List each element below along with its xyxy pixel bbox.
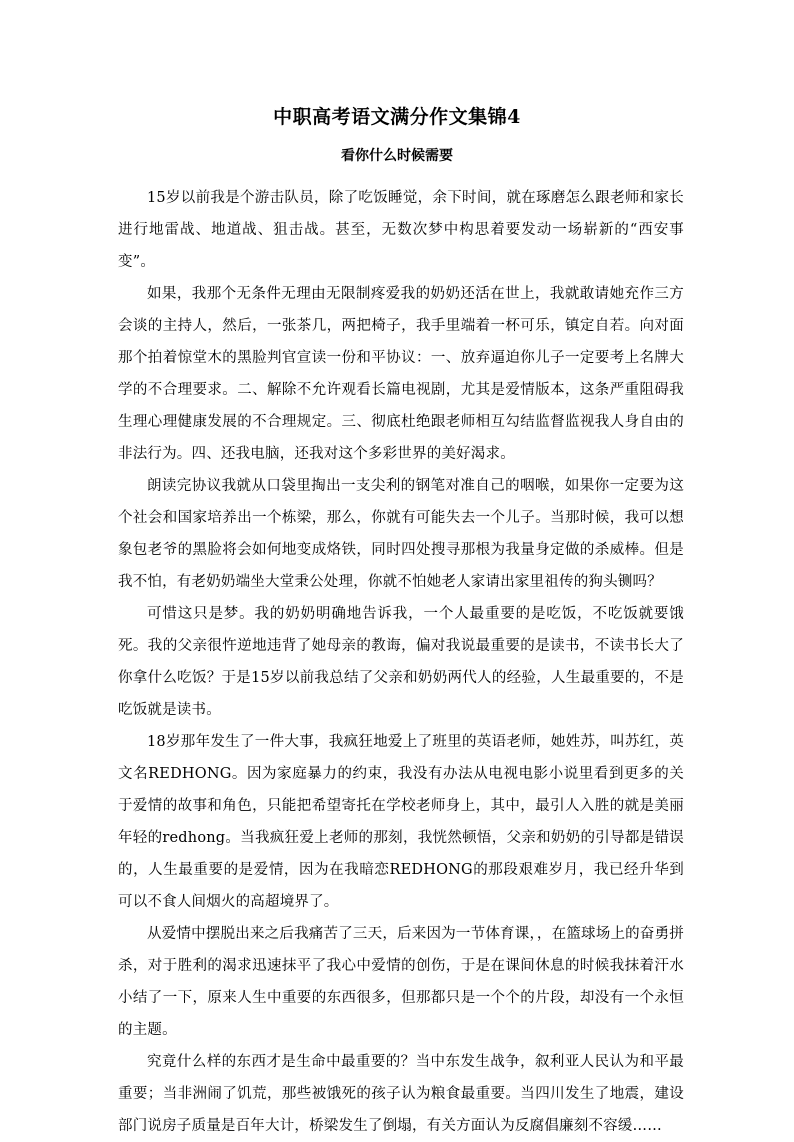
essay-paragraph: 18岁那年发生了一件大事，我疯狂地爱上了班里的英语老师，她姓苏，叫苏红，英文名REDHONG。因为家庭暴力的约束，我没有办法从电视电影小说里看到更多的关于爱情的故事和角色，只能把希望寄托在学校老师身上，其中，最引人入胜的就是美丽年轻的redhong。当我疯狂爱上老师的那刻，我恍然顿悟，父亲和奶奶的引导都是错误的，人生最重要的是爱情，因为在我暗恋REDHONG的那段艰难岁月，我已经升华到可以不食人间烟火的高超境界了。 xyxy=(118,734,684,910)
essay-paragraph: 从爱情中摆脱出来之后我痛苦了三天，后来因为一节体育课，，在篮球场上的奋勇拼杀，对于胜利的渴求迅速抹平了我心中爱情的创伤，于是在课间休息的时候我抹着汗水小结了一下，原来人生中重要的东西很多，但那都只是一个个的片段，却没有一个永恒的主题。 xyxy=(118,926,684,1038)
essay-paragraph: 如果，我那个无条件无理由无限制疼爱我的奶奶还活在世上，我就敢请她充作三方会谈的主持人，然后，一张茶几，两把椅子，我手里端着一杯可乐，镇定自若。向对面那个拍着惊堂木的黑脸判官宣读一份和平协议：一、放弃逼迫你儿子一定要考上名牌大学的不合理要求。二、解除不允许观看长篇电视剧，尤其是爱情版本，这条严重阻碍我生理心理健康发展的不合理规定。三、彻底杜绝跟老师相互勾结监督监视我人身自由的非法行为。四、还我电脑，还我对这个多彩世界的美好渴求。 xyxy=(118,286,684,462)
essay-paragraph: 朗读完协议我就从口袋里掏出一支尖利的钢笔对准自己的咽喉，如果你一定要为这个社会和国家培养出一个栋梁，那么，你就有可能失去一个儿子。当那时候，我可以想象包老爷的黑脸将会如何地变成烙铁，同时四处搜寻那根为我量身定做的杀威棒。但是我不怕，有老奶奶端坐大堂秉公处理，你就不怕她老人家请出家里祖传的狗头铡吗？ xyxy=(118,478,684,590)
essay-paragraph: 15岁以前我是个游击队员，除了吃饭睡觉，余下时间，就在琢磨怎么跟老师和家长进行地雷战、地道战、狙击战。甚至，无数次梦中构思着要发动一场崭新的“西安事变”。 xyxy=(118,190,684,270)
essay-body xyxy=(118,182,684,1142)
essay-paragraph: 可惜这只是梦。我的奶奶明确地告诉我，一个人最重要的是吃饭，不吃饭就要饿死。我的父亲很忤逆地违背了她母亲的教诲，偏对我说最重要的是读书，不读书长大了你拿什么吃饭？于是15岁以前我总结了父亲和奶奶两代人的经验，人生最重要的，不是吃饭就是读书。 xyxy=(118,606,684,718)
document-title: 中职高考语文满分作文集锦4 xyxy=(273,106,521,128)
essay-title: 看你什么时候需要 xyxy=(341,148,453,164)
essay-paragraph: 究竟什么样的东西才是生命中最重要的？当中东发生战争，叙利亚人民认为和平最重要；当非洲闹了饥荒，那些被饿死的孩子认为粮食最重要。当四川发生了地震，建设部门说房子质量是百年大计，桥梁发生了倒塌，有关方面认为反腐倡廉刻不容缓…… xyxy=(118,1054,684,1134)
